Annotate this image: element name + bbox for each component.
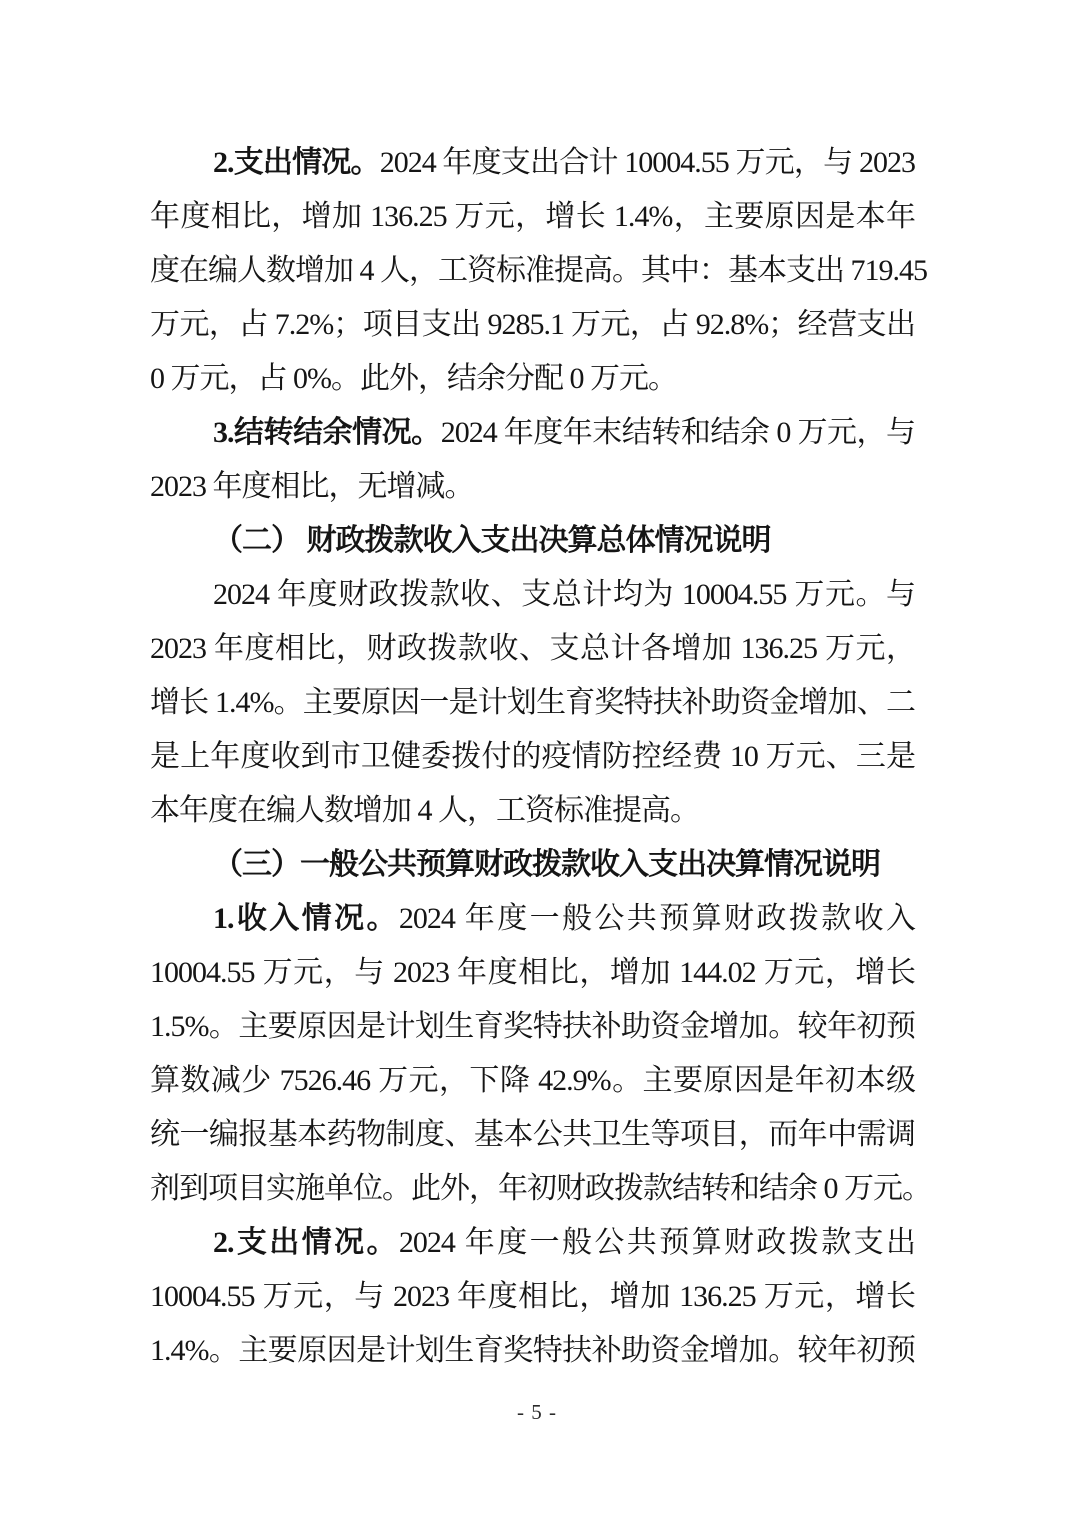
text-run: 2024 年度年末结转和结余 0 万元，与	[440, 416, 916, 449]
text-line	[150, 352, 915, 406]
bold-text-run: 3.结转结余情况。	[213, 416, 441, 449]
text-run: 是上年度收到市卫健委拨付的疫情防控经费 10 万元、三是	[150, 740, 915, 773]
text-run: 0 万元，占 0%。此外，结余分配 0 万元。	[150, 362, 677, 395]
text-run: 10004.55 万元，与 2023 年度相比，增加 144.02 万元，增长	[150, 956, 915, 989]
text-line	[150, 1216, 915, 1270]
paragraph	[150, 1216, 915, 1378]
text-run: 算数减少 7526.46 万元，下降 42.9%。主要原因是年初本级	[150, 1064, 915, 1097]
text-line	[150, 676, 915, 730]
text-run: 2024 年度一般公共预算财政拨款支出	[398, 1226, 916, 1259]
section-heading	[150, 514, 915, 568]
text-line	[150, 838, 915, 892]
text-run: 10004.55 万元，与 2023 年度相比，增加 136.25 万元，增长	[150, 1280, 915, 1313]
bold-text-run: 2.支出情况。	[213, 146, 380, 179]
bold-text-run: 1.收入情况。	[213, 902, 399, 935]
text-run: 1.5%。主要原因是计划生育奖特扶补助资金增加。较年初预	[150, 1010, 915, 1043]
text-line	[150, 298, 915, 352]
text-line	[150, 460, 915, 514]
text-line	[150, 406, 915, 460]
text-run: 增长 1.4%。主要原因一是计划生育奖特扶补助资金增加、二	[150, 686, 915, 719]
bold-text-run: （三）一般公共预算财政拨款收入支出决算情况说明	[213, 848, 880, 881]
text-run: 年度相比，增加 136.25 万元，增长 1.4%，主要原因是本年	[150, 200, 915, 233]
bold-text-run: （二） 财政拨款收入支出决算总体情况说明	[213, 524, 771, 557]
paragraph	[150, 136, 927, 406]
page-number: - 5 -	[517, 1400, 557, 1424]
text-line	[150, 136, 915, 190]
text-line	[150, 1270, 915, 1324]
bold-text-run: 2.支出情况。	[213, 1226, 399, 1259]
text-run: 2023 年度相比，无增减。	[150, 470, 474, 503]
section-heading	[150, 838, 915, 892]
text-run: 2024 年度财政拨款收、支总计均为 10004.55 万元。与	[213, 578, 915, 611]
text-line	[150, 1162, 931, 1216]
document-content	[150, 136, 931, 1378]
text-run: 2024 年度一般公共预算财政拨款收入	[398, 902, 916, 935]
text-line	[150, 622, 915, 676]
text-line	[150, 730, 915, 784]
paragraph	[150, 892, 931, 1216]
text-line	[150, 784, 915, 838]
text-line	[150, 1108, 915, 1162]
paragraph	[150, 568, 915, 838]
text-run: 剂到项目实施单位。此外，年初财政拨款结转和结余 0 万元。	[150, 1172, 931, 1205]
text-line	[150, 892, 915, 946]
text-line	[150, 1324, 915, 1378]
text-run: 2023 年度相比，财政拨款收、支总计各增加 136.25 万元，	[150, 632, 915, 665]
text-line	[150, 190, 915, 244]
text-line	[150, 1054, 915, 1108]
text-line	[150, 946, 915, 1000]
text-run: 1.4%。主要原因是计划生育奖特扶补助资金增加。较年初预	[150, 1334, 915, 1367]
text-run: 万元，占 7.2%；项目支出 9285.1 万元，占 92.8%；经营支出	[150, 308, 915, 341]
paragraph	[150, 406, 915, 514]
text-line	[150, 244, 927, 298]
text-run: 2024 年度支出合计 10004.55 万元，与 2023	[379, 146, 916, 179]
text-run: 度在编人数增加 4 人，工资标准提高。其中：基本支出 719.45	[150, 254, 927, 287]
text-line	[150, 514, 915, 568]
text-line	[150, 1000, 915, 1054]
text-run: 本年度在编人数增加 4 人，工资标准提高。	[150, 794, 699, 827]
text-line	[150, 568, 915, 622]
text-run: 统一编报基本药物制度、基本公共卫生等项目，而年中需调	[150, 1118, 915, 1151]
